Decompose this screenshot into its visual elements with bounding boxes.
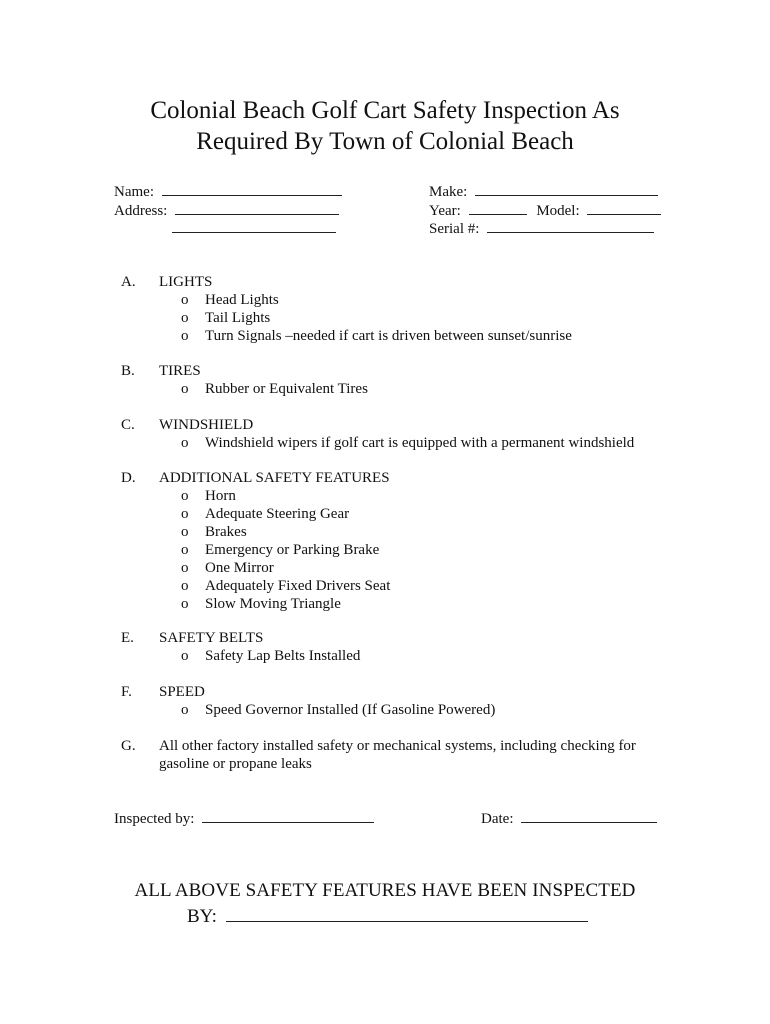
section-paragraph: All other factory installed safety or mechanical systems, including checking for gasoline or propane leaks: [159, 738, 636, 772]
section-letter: D.: [121, 470, 136, 486]
checklist-item: [181, 434, 634, 452]
make-blank[interactable]: [475, 182, 658, 196]
bullet-icon: o: [181, 506, 189, 522]
certification-by-label: BY:: [187, 906, 217, 927]
item-label: Slow Moving Triangle: [205, 596, 341, 612]
address-field: [114, 201, 339, 220]
make-label: Make:: [429, 184, 468, 200]
item-label: Turn Signals –needed if cart is driven between sunset/sunrise: [205, 328, 572, 344]
inspected-by-field: [114, 809, 374, 828]
bullet-icon: o: [181, 381, 189, 397]
checklist-item: [181, 701, 495, 719]
item-label: Adequate Steering Gear: [205, 506, 350, 522]
bullet-icon: o: [181, 488, 189, 504]
section-letter: F.: [121, 684, 132, 700]
date-label: Date:: [481, 811, 514, 827]
checklist: [181, 434, 634, 452]
bullet-icon: o: [181, 542, 189, 558]
address-line-2: [172, 219, 336, 238]
certification-by-blank[interactable]: [226, 904, 588, 922]
model-blank[interactable]: [587, 201, 661, 215]
form-title-line-1: Colonial Beach Golf Cart Safety Inspection As: [150, 97, 620, 124]
certification-statement: ALL ABOVE SAFETY FEATURES HAVE BEEN INSPECTED: [134, 880, 636, 901]
section-letter: B.: [121, 363, 135, 379]
section-letter: A.: [121, 274, 136, 290]
bullet-icon: o: [181, 596, 189, 612]
date-field: [481, 809, 657, 828]
section-letter: E.: [121, 630, 134, 646]
inspected-by-label: Inspected by:: [114, 811, 195, 827]
checklist-item: [181, 577, 390, 595]
item-label: Brakes: [205, 524, 247, 540]
checklist-item: [181, 559, 390, 577]
bullet-icon: o: [181, 702, 189, 718]
serial-blank[interactable]: [487, 219, 654, 233]
item-label: Tail Lights: [205, 310, 271, 326]
year-blank[interactable]: [469, 201, 527, 215]
checklist-item: [181, 505, 390, 523]
item-label: Rubber or Equivalent Tires: [205, 381, 368, 397]
checklist: [181, 291, 572, 345]
make-field: [429, 182, 658, 201]
serial-label: Serial #:: [429, 221, 480, 237]
address-blank-2[interactable]: [172, 219, 336, 233]
section-letter: C.: [121, 417, 135, 433]
checklist: [181, 701, 495, 719]
checklist-item: [181, 647, 360, 665]
inspected-by-blank[interactable]: [202, 809, 374, 823]
section-letter: G.: [121, 738, 136, 754]
address-blank-1[interactable]: [175, 201, 339, 215]
item-label: Windshield wipers if golf cart is equipped with a permanent windshield: [205, 435, 635, 451]
checklist-item: [181, 380, 368, 398]
name-label: Name:: [114, 184, 154, 200]
bullet-icon: o: [181, 310, 189, 326]
item-label: Adequately Fixed Drivers Seat: [205, 578, 391, 594]
bullet-icon: o: [181, 648, 189, 664]
checklist-item: [181, 487, 390, 505]
checklist-item: [181, 595, 390, 613]
certification-by-field: [187, 904, 588, 929]
date-blank[interactable]: [521, 809, 657, 823]
item-label: Speed Governor Installed (If Gasoline Powered): [205, 702, 496, 718]
item-label: Horn: [205, 488, 236, 504]
checklist: [181, 380, 368, 398]
bullet-icon: o: [181, 524, 189, 540]
item-label: One Mirror: [205, 560, 274, 576]
section-heading: SAFETY BELTS: [159, 630, 264, 646]
section-heading: WINDSHIELD: [159, 417, 254, 433]
serial-field: [429, 219, 654, 238]
model-label: Model:: [536, 203, 580, 219]
form-title-line-2: Required By Town of Colonial Beach: [196, 128, 574, 155]
item-label: Safety Lap Belts Installed: [205, 648, 361, 664]
section-heading: LIGHTS: [159, 274, 213, 290]
year-model-field: [429, 201, 661, 220]
item-label: Emergency or Parking Brake: [205, 542, 380, 558]
name-field: [114, 182, 342, 201]
bullet-icon: o: [181, 578, 189, 594]
checklist: [181, 647, 360, 665]
section-heading: ADDITIONAL SAFETY FEATURES: [159, 470, 390, 486]
bullet-icon: o: [181, 560, 189, 576]
bullet-icon: o: [181, 328, 189, 344]
checklist: [181, 487, 390, 613]
checklist-item: [181, 291, 572, 309]
section-heading: TIRES: [159, 363, 201, 379]
section-heading: SPEED: [159, 684, 205, 700]
item-label: Head Lights: [205, 292, 279, 308]
name-blank[interactable]: [162, 182, 342, 196]
checklist-item: [181, 309, 572, 327]
bullet-icon: o: [181, 292, 189, 308]
year-label: Year:: [429, 203, 461, 219]
checklist-item: [181, 523, 390, 541]
checklist-item: [181, 327, 572, 345]
address-label: Address:: [114, 203, 168, 219]
checklist-item: [181, 541, 390, 559]
bullet-icon: o: [181, 435, 189, 451]
